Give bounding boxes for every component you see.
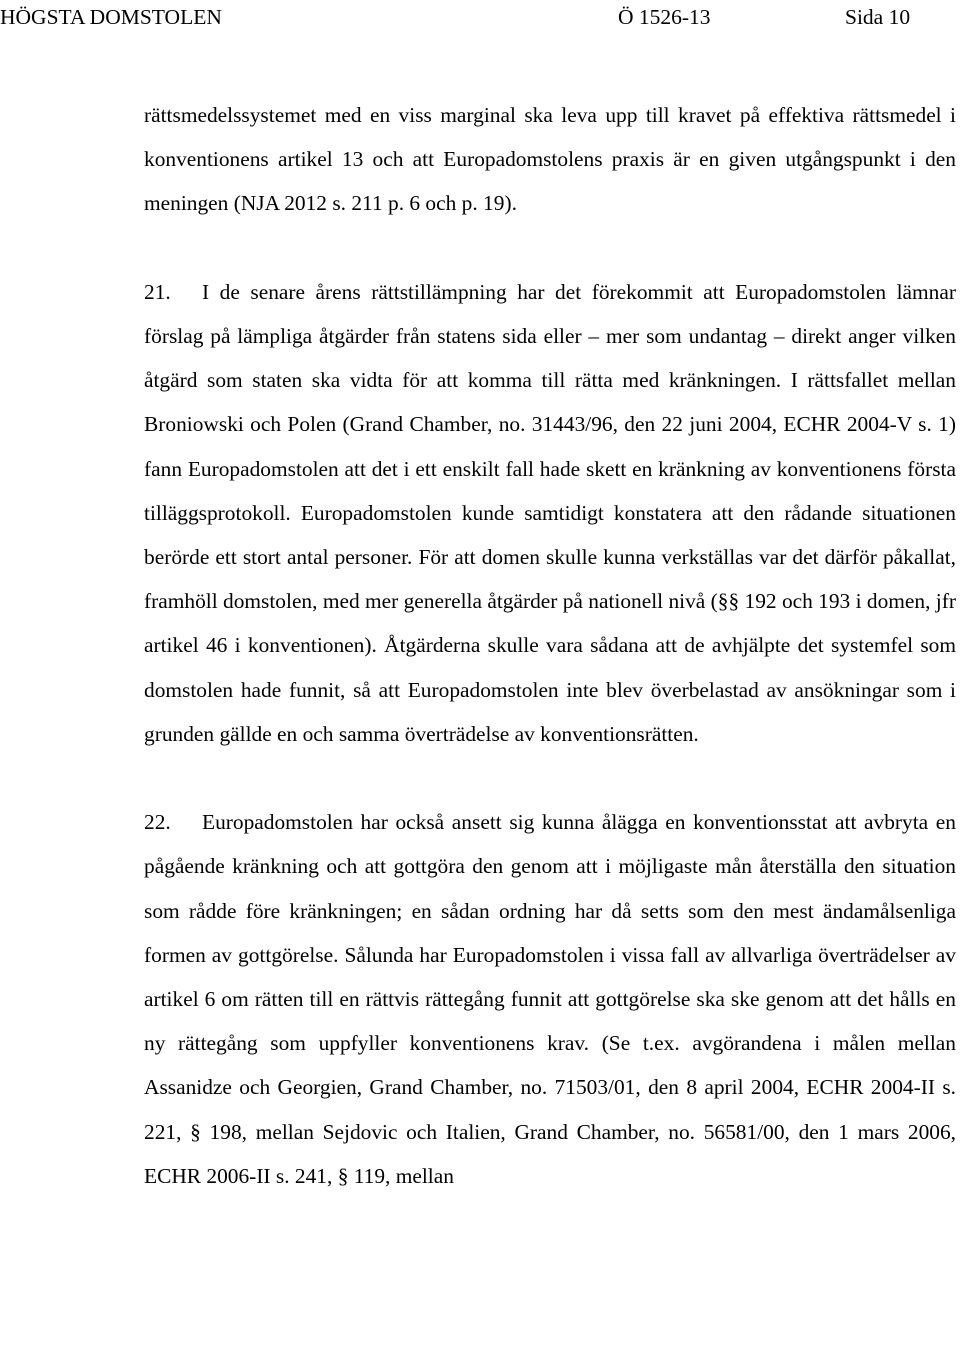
- paragraph-number: 21.: [144, 279, 171, 304]
- page-number: Sida 10: [845, 5, 911, 29]
- page-header: [0, 4, 960, 30]
- paragraph-text: rättsmedelssystemet med en viss marginal ska leva upp till kravet på effektiva rättsmedel i konventionens artikel 13 och att Europadomstolens praxis är en given utgångspunkt i den meningen (NJA 2012 s. 211 p. 6 och p. 19).: [144, 103, 956, 216]
- document-body: [144, 93, 956, 1198]
- paragraph-text: I de senare årens rättstillämpning har det förekommit att Europadomstolen lämnar förslag på lämpliga åtgärder från statens sida eller – mer som undantag – direkt anger vilken åtgärd som staten ska vidta för att komma till rätta med kränkningen. I rättsfallet mellan Broniowski och Polen (Grand Chamber, no. 31443/96, den 22 juni 2004, ECHR 2004-V s. 1) fann Europadomstolen att det i ett enskilt fall hade skett en kränkning av konventionens första tilläggsprotokoll. Europadomstolen kunde samtidigt konstatera att den rådande situationen berörde ett stort antal personer. För att domen skulle kunna verkställas var det därför påkallat, framhöll domstolen, med mer generella åtgärder på nationell nivå (§§ 192 och 193 i domen, jfr artikel 46 i konventionen). Åtgärderna skulle vara sådana att de avhjälpte det systemfel som domstolen hade funnit, så att Europadomstolen inte blev överbelastad av ansökningar som i grunden gällde en och samma överträdelse av konventionsrätten.: [144, 279, 956, 746]
- case-number: Ö 1526-13: [618, 5, 711, 29]
- court-name: HÖGSTA DOMSTOLEN: [0, 5, 222, 29]
- paragraph-22: [144, 800, 956, 1198]
- paragraph-continuation: [144, 93, 956, 226]
- paragraph-number: 22.: [144, 810, 171, 835]
- paragraph-text: Europadomstolen har också ansett sig kunna ålägga en konventionsstat att avbryta en pågående kränkning och att gottgöra den genom att i möjligaste mån återställa den situation som rådde före kränkningen; en sådan ordning har då setts som den mest ändamålsenliga formen av gottgörelse. Sålunda har Europadomstolen i vissa fall av allvarliga överträdelser av artikel 6 om rätten till en rättvis rättegång funnit att gottgörelse ska ske genom att det hålls en ny rättegång som uppfyller konventionens krav. (Se t.ex. avgörandena i målen mellan Assanidze och Georgien, Grand Chamber, no. 71503/01, den 8 april 2004, ECHR 2004-II s. 221, § 198, mellan Sejdovic och Italien, Grand Chamber, no. 56581/00, den 1 mars 2006, ECHR 2006-II s. 241, § 119, mellan: [144, 810, 956, 1188]
- paragraph-21: [144, 270, 956, 756]
